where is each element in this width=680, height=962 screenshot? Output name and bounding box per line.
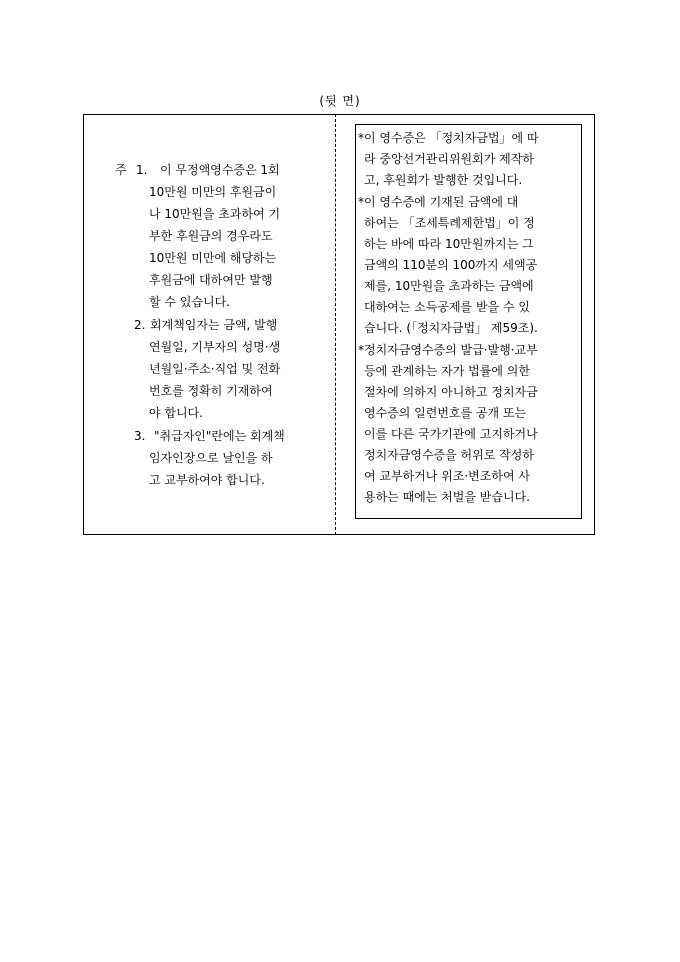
notice-line: 하는 바에 따라 10만원까지는 그: [364, 237, 534, 251]
notice-line: 용하는 때에는 처벌을 받습니다.: [364, 490, 530, 504]
note-line: 후원금에 대하여만 발행: [149, 273, 273, 287]
note-number: 3.: [134, 429, 146, 443]
note-line: 회계책임자는 금액, 발행: [150, 318, 278, 332]
notice-line: 라 중앙선거관리위원회가 제작하: [364, 152, 534, 166]
notes-prefix: 주: [115, 163, 127, 177]
note-line: 년월일·주소·직업 및 전화: [149, 362, 281, 376]
page-title: (뒷 면): [319, 94, 361, 108]
note-line: 10만원 미만에 해당하는: [149, 251, 277, 265]
notice-line: 절차에 의하지 아니하고 정치자금: [364, 385, 538, 399]
notice-line: 이를 다른 국가기관에 고지하거나: [364, 427, 538, 441]
note-line: "취급자인"란에는 회계책: [154, 429, 285, 443]
notice-line: 금액의 110분의 100까지 세액공: [364, 258, 538, 272]
note-line: 번호를 정확히 기재하여: [149, 384, 273, 398]
notice-line: 여 교부하거나 위조·변조하여 사: [364, 469, 530, 483]
note-line: 임자인장으로 날인을 하: [149, 451, 273, 465]
notice-line: *이 영수증은 「정치자금법」에 따: [358, 131, 539, 145]
notice-line: 제를, 10만원을 초과하는 금액에: [364, 279, 534, 293]
notice-line: 등에 관계하는 자가 법률에 의한: [364, 364, 530, 378]
note-line: 연월일, 기부자의 성명·생: [149, 340, 281, 354]
note-line: 할 수 있습니다.: [149, 295, 230, 309]
note-line: 나 10만원을 초과하여 기: [149, 207, 281, 221]
notice-line: 고, 후원회가 발행한 것입니다.: [364, 173, 523, 187]
note-line: 고 교부하여야 합니다.: [149, 473, 265, 487]
note-number: 2.: [134, 318, 146, 332]
note-line: 부한 후원금의 경우라도: [149, 229, 273, 243]
notice-line: 습니다. (「정치자금법」 제59조).: [364, 321, 538, 335]
note-line: 10만원 미만의 후원금이: [149, 185, 277, 199]
notice-line: *정치자금영수증의 발급·발행·교부: [358, 343, 538, 357]
note-number: 1.: [136, 163, 148, 177]
note-line: 야 합니다.: [149, 406, 203, 420]
notice-line: *이 영수증에 기재된 금액에 대: [358, 195, 519, 209]
notice-line: 정치자금영수증을 허위로 작성하: [364, 448, 534, 462]
notice-line: 영수증의 일련번호를 공개 또는: [364, 406, 527, 420]
notice-line: 대하여는 소득공제를 받을 수 있: [364, 300, 530, 314]
legal-notice-box: [355, 124, 582, 519]
notice-line: 하여는 「조세특례제한법」이 정: [364, 216, 535, 230]
note-line: 이 무정액영수증은 1회: [160, 163, 280, 177]
